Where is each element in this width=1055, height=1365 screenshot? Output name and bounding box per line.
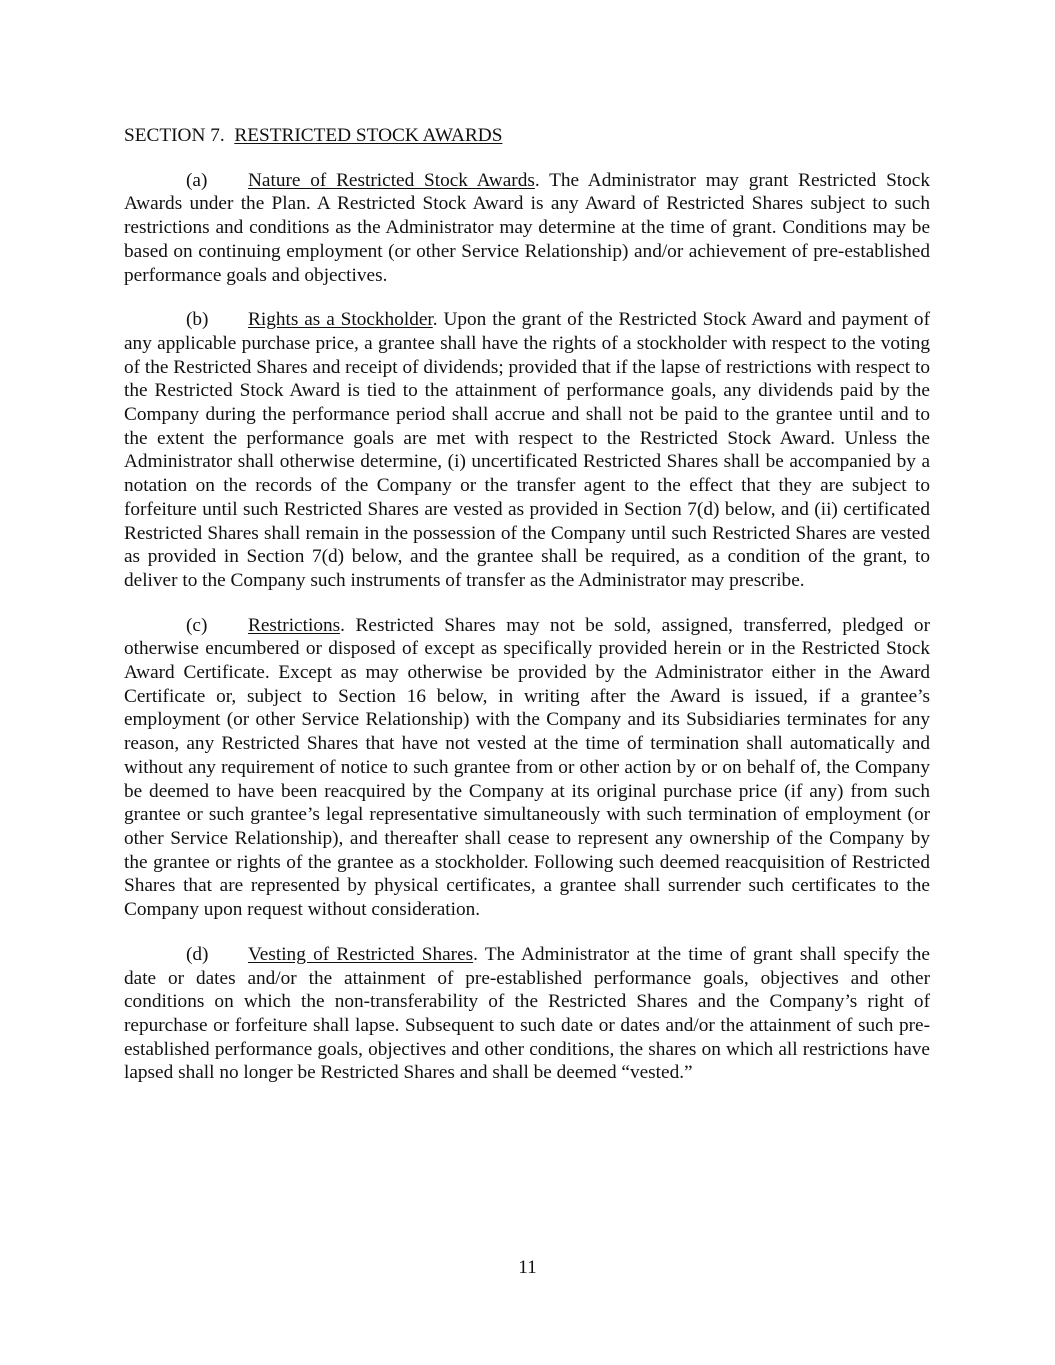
paragraph-d-caption: Vesting of Restricted Shares xyxy=(248,943,474,965)
section-number: SECTION 7. xyxy=(124,125,225,146)
paragraph-d xyxy=(124,943,930,1085)
paragraph-c-caption: Restrictions xyxy=(248,614,341,636)
paragraph-a xyxy=(124,169,930,288)
section-heading xyxy=(124,124,930,148)
page-content xyxy=(124,124,930,1106)
paragraph-a-text: . The Administrator may grant Restricted Stock Awards under the Plan. A Restricted Stock Award is any Award of Restricted Shares subject to such restrictions and conditions as the Administrator may determine at the time of grant. Conditions may be based on continuing employment (or other Service Relationship) and/or achievement of pre-established performance goals and objectives. xyxy=(124,169,930,286)
paragraph-c xyxy=(124,614,930,922)
paragraph-d-label: (d) xyxy=(186,943,209,965)
paragraph-b-text: . Upon the grant of the Restricted Stock Award and payment of any applicable purchase price, a grantee shall have the rights of a stockholder with respect to the voting of the Restricted Shares and receipt of dividends; provided that if the lapse of restrictions with respect to the Restricted Stock Award is tied to the attainment of performance goals, any dividends paid by the Company during the performance period shall accrue and shall not be paid to the grantee until and to the extent the performance goals are met with respect to the Restricted Stock Award. Unless the Administrator shall otherwise determine, (i) uncertificated Restricted Shares shall be accompanied by a notation on the records of the Company or the transfer agent to the effect that they are subject to forfeiture until such Restricted Shares are vested as provided in Section 7(d) below, and (ii) certificated Restricted Shares shall remain in the possession of the Company until such Restricted Shares are vested as provided in Section 7(d) below, and the grantee shall be required, as a condition of the grant, to deliver to the Company such instruments of transfer as the Administrator may prescribe. xyxy=(124,309,930,591)
paragraph-c-text: . Restricted Shares may not be sold, assigned, transferred, pledged or otherwise encumbered or disposed of except as specifically provided herein or in the Restricted Stock Award Certificate. Except as may otherwise be provided by the Administrator either in the Award Certificate or, subject to Section 16 below, in writing after the Award is issued, if a grantee’s employment (or other Service Relationship) with the Company and its Subsidiaries terminates for any reason, any Restricted Shares that have not vested at the time of termination shall automatically and without any requirement of notice to such grantee from or other action by or on behalf of, the Company be deemed to have been reacquired by the Company at its original purchase price (if any) from such grantee or such grantee’s legal representative simultaneously with such termination of employment (or other Service Relationship), and thereafter shall cease to represent any ownership of the Company by the grantee or rights of the grantee as a stockholder. Following such deemed reacquisition of Restricted Shares that are represented by physical certificates, a grantee shall surrender such certificates to the Company upon request without consideration. xyxy=(124,614,930,921)
section-title: RESTRICTED STOCK AWARDS xyxy=(234,125,503,146)
paragraph-b xyxy=(124,308,930,592)
paragraph-b-caption: Rights as a Stockholder xyxy=(248,309,433,331)
paragraph-c-label: (c) xyxy=(186,614,208,636)
paragraph-a-caption: Nature of Restricted Stock Awards xyxy=(248,169,535,191)
paragraph-b-label: (b) xyxy=(186,309,209,331)
paragraph-d-text: . The Administrator at the time of grant shall specify the date or dates and/or the attainment of pre-established performance goals, objectives and other conditions on which the non-transferability of the Restricted Shares and the Company’s right of repurchase or forfeiture shall lapse. Subsequent to such date or dates and/or the attainment of such pre-established performance goals, objectives and other conditions, the shares on which all restrictions have lapsed shall no longer be Restricted Shares and shall be deemed “vested.” xyxy=(124,943,930,1084)
page-number: 11 xyxy=(518,1257,537,1278)
paragraph-a-label: (a) xyxy=(186,169,208,191)
